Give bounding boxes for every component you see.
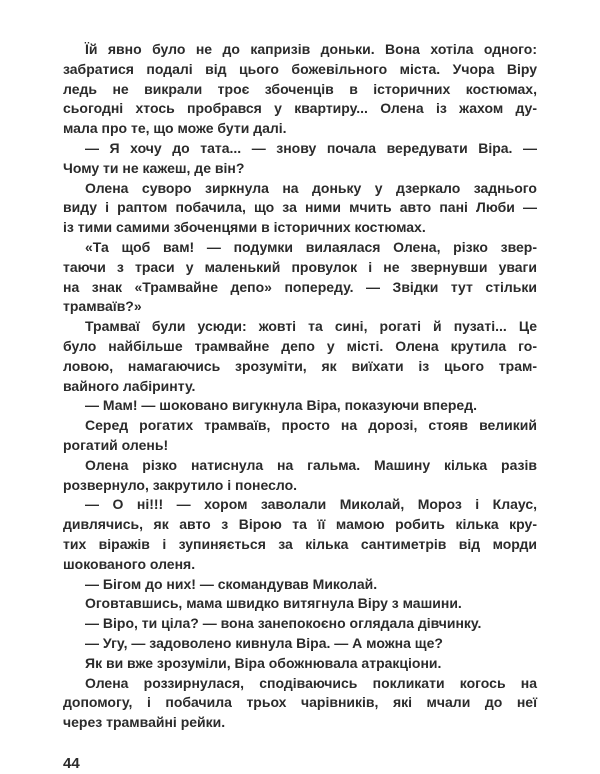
paragraph <box>63 179 537 238</box>
page-number: 44 <box>63 754 80 772</box>
text-line: із тими самими збоченцями в історичних костюмах. <box>63 219 426 236</box>
text-line: Чому ти не кажеш, де він? <box>63 159 245 176</box>
paragraph <box>63 575 537 595</box>
text-line: ледь не викрали троє збоченців в історичних костюмах, <box>63 80 537 97</box>
text-line: таючи з траси у маленький провулок і не звернувши уваги <box>63 258 537 275</box>
book-page <box>63 0 537 774</box>
text-line: — Я хочу до тата... — знову почала вередувати Віра. — <box>85 139 537 156</box>
text-line: шокованого оленя. <box>63 555 196 572</box>
text-line: Трамваї були усюди: жовті та сині, рогаті й пузаті... Це <box>85 318 537 335</box>
text-line: — Угу, — задоволено кивнула Віра. — А можна ще? <box>85 634 443 651</box>
text-line: допомогу, і побачила трьох чарівників, які мчали до неї <box>63 694 537 711</box>
paragraph <box>63 238 537 317</box>
text-line: Серед рогатих трамваїв, просто на дорозі, стояв великий <box>85 417 537 434</box>
text-line: забратися подалі від цього божевільного міста. Учора Віру <box>63 60 537 77</box>
text-line: Олена суворо зиркнула на доньку у дзеркало заднього <box>85 179 537 196</box>
text-line: через трамвайні рейки. <box>63 714 226 731</box>
paragraph <box>63 674 537 733</box>
text-line: дивлячись, як авто з Вірою та її мамою робить кілька кру- <box>63 516 537 533</box>
text-line: ловою, намагаючись зрозуміти, як виїхати із цього трам- <box>63 357 537 374</box>
text-line: Олена роззирнулася, сподіваючись покликати когось на <box>85 674 537 691</box>
paragraph <box>63 139 537 179</box>
page-body-text <box>63 40 537 733</box>
text-line: трамваїв?» <box>63 298 142 315</box>
text-line: — Мам! — шоковано вигукнула Віра, показуючи вперед. <box>85 397 477 414</box>
paragraph <box>63 634 537 654</box>
text-line: тих віражів і зупиняється за кілька сантиметрів від морди <box>63 535 537 552</box>
paragraph <box>63 416 537 456</box>
text-line: — О ні!!! — хором заволали Миколай, Мороз і Клаус, <box>85 496 537 513</box>
text-line: виду і раптом побачила, що за ними мчить авто пані Люби — <box>63 199 537 216</box>
text-line: Оговтавшись, мама швидко витягнула Віру з машини. <box>85 595 462 612</box>
text-line: Олена різко натиснула на гальма. Машину кілька разів <box>85 456 537 473</box>
text-line: було найбільше трамвайне депо у місті. Олена крутила го- <box>63 337 537 354</box>
paragraph <box>63 654 537 674</box>
text-line: на знак «Трамвайне депо» попереду. — Звідки тут стільки <box>63 278 537 295</box>
paragraph <box>63 456 537 496</box>
paragraph <box>63 317 537 396</box>
text-line: сьогодні хтось пробрався у квартиру... Олена із жахом ду- <box>63 100 537 117</box>
paragraph <box>63 495 537 574</box>
text-line: рогатий олень! <box>63 436 169 453</box>
text-line: — Бігом до них! — скомандував Миколай. <box>85 575 378 592</box>
text-line: розвернуло, закрутило і понесло. <box>63 476 298 493</box>
text-line: вайного лабіринту. <box>63 377 196 394</box>
text-line: Як ви вже зрозуміли, Віра обожнювала атракціони. <box>85 654 442 671</box>
paragraph <box>63 40 537 139</box>
text-line: Їй явно було не до капризів доньки. Вона хотіла одного: <box>85 41 537 57</box>
paragraph <box>63 614 537 634</box>
text-line: мала про те, що може бути далі. <box>63 120 287 137</box>
text-line: «Та щоб вам! — подумки вилаялася Олена, різко звер- <box>85 238 537 255</box>
paragraph <box>63 396 537 416</box>
text-line: — Віро, ти ціла? — вона занепокоєно оглядала дівчинку. <box>85 615 482 632</box>
paragraph <box>63 594 537 614</box>
